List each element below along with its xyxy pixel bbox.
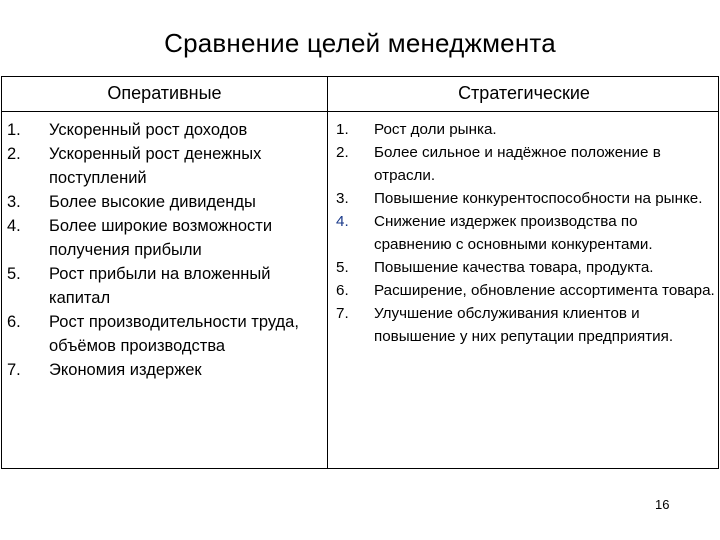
item-text: Повышение конкурентоспособности на рынке. bbox=[374, 190, 703, 207]
item-text: Повышение качества товара, продукта. bbox=[374, 259, 654, 276]
list-item bbox=[7, 262, 325, 310]
column-divider bbox=[327, 77, 328, 468]
list-item bbox=[336, 256, 718, 279]
item-number: 7. bbox=[336, 305, 349, 322]
list-item bbox=[7, 142, 325, 190]
strategic-header: Стратегические bbox=[458, 83, 590, 103]
item-number: 3. bbox=[7, 193, 21, 211]
page-number: 16 bbox=[655, 497, 670, 512]
comparison-table bbox=[1, 76, 719, 469]
item-number: 6. bbox=[336, 282, 349, 299]
item-number: 5. bbox=[336, 259, 349, 276]
item-number: 4. bbox=[336, 213, 349, 230]
item-number: 7. bbox=[7, 361, 21, 379]
item-text: Ускоренный рост доходов bbox=[49, 121, 248, 139]
list-item bbox=[7, 214, 325, 262]
item-text: Расширение, обновление ассортимента товара. bbox=[374, 282, 715, 299]
item-text: Рост прибыли на вложенный капитал bbox=[49, 265, 271, 307]
operational-header: Оперативные bbox=[107, 83, 222, 103]
item-text: Более высокие дивиденды bbox=[49, 193, 256, 211]
item-number: 1. bbox=[336, 121, 349, 138]
item-text: Улучшение обслуживания клиентов и повышение у них репутации предприятия. bbox=[374, 305, 674, 345]
list-item bbox=[7, 118, 325, 142]
list-item bbox=[7, 358, 325, 382]
item-text: Рост доли рынка. bbox=[374, 121, 497, 138]
list-item bbox=[7, 310, 325, 358]
header-divider bbox=[2, 111, 718, 112]
operational-goals-list bbox=[7, 118, 325, 382]
item-text: Ускоренный рост денежных поступлений bbox=[49, 145, 262, 187]
item-number: 1. bbox=[7, 121, 21, 139]
item-text: Экономия издержек bbox=[49, 361, 202, 379]
item-number: 4. bbox=[7, 217, 21, 235]
item-text: Рост производительности труда, объёмов производства bbox=[49, 313, 299, 355]
list-item bbox=[336, 141, 718, 187]
strategic-goals-list bbox=[336, 118, 718, 348]
item-text: Снижение издержек производства по сравнению с основными конкурентами. bbox=[374, 213, 653, 253]
list-item bbox=[7, 190, 325, 214]
list-item bbox=[336, 302, 718, 348]
list-item bbox=[336, 210, 718, 256]
item-number: 2. bbox=[7, 145, 21, 163]
item-number: 2. bbox=[336, 144, 349, 161]
slide-title: Сравнение целей менеджмента bbox=[164, 28, 556, 58]
item-number: 5. bbox=[7, 265, 21, 283]
list-item bbox=[336, 279, 718, 302]
item-text: Более сильное и надёжное положение в отрасли. bbox=[374, 144, 661, 184]
list-item bbox=[336, 187, 718, 210]
list-item bbox=[336, 118, 718, 141]
item-number: 6. bbox=[7, 313, 21, 331]
item-text: Более широкие возможности получения прибыли bbox=[49, 217, 273, 259]
item-number: 3. bbox=[336, 190, 349, 207]
